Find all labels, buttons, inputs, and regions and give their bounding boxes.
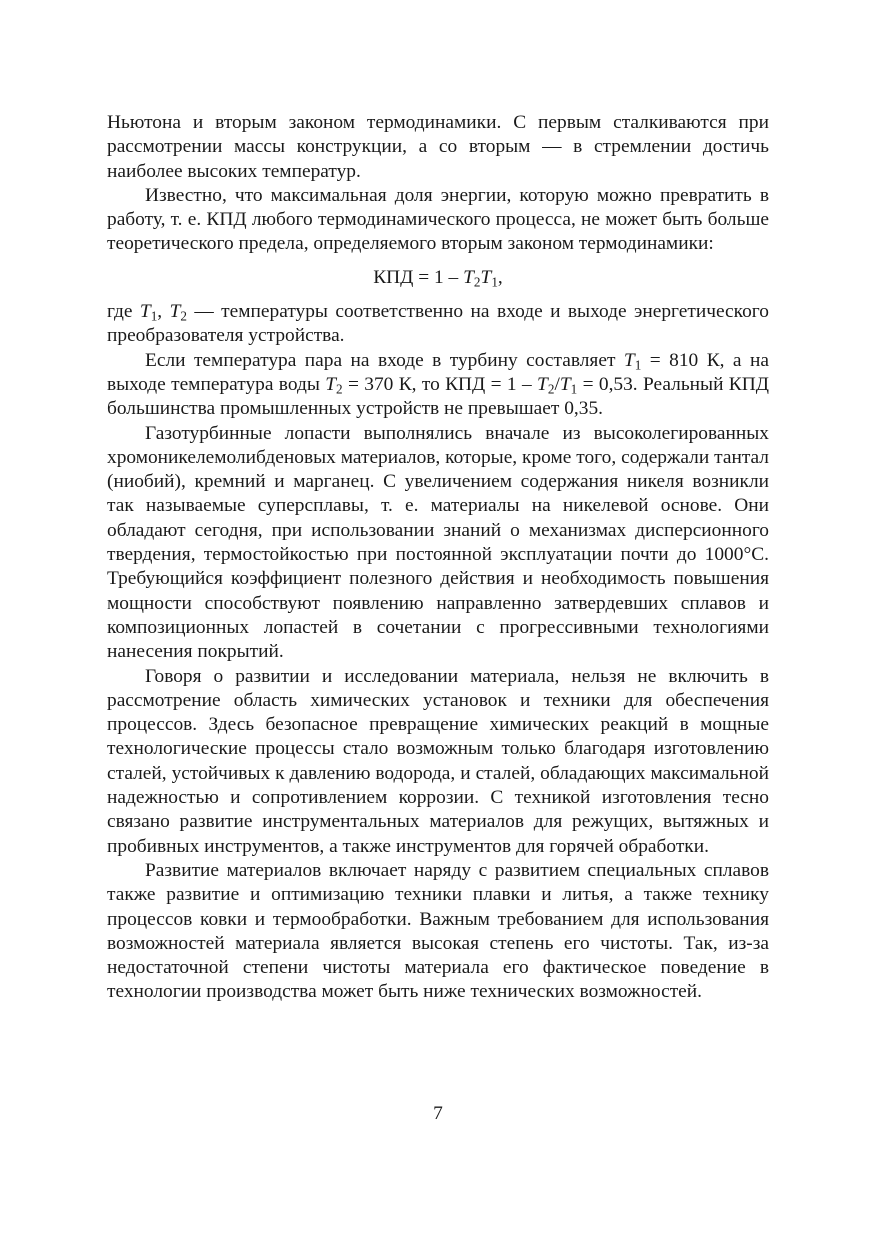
efficiency-formula [107, 266, 769, 290]
page-number: 7 [433, 1103, 443, 1124]
paragraph-7: Развитие материалов включает наряду с развитием специальных сплавов также развитие и оптимизацию техники плавки и литья, а также технику процессов ковки и термообработки. Важным требованием для использования возможностей материала является высокая степень его чистоты. Так, из-за недостаточной степени чистоты материала его фактическое поведение в технологии производства может быть ниже технических возможностей. [107, 859, 769, 1003]
paragraph-3: где $T_1$, $T_2$ — температуры соответственно на входе и выходе энергетического преобразователя устройства. [107, 301, 769, 347]
paragraph-4: Если температура пара на входе в турбину составляет $T_1 = 810$ К, а на выходе температура воды $T_2 = 370$ К, то КПД = $1 - T_2/T_1 = 0,53$. Реальный КПД большинства промышленных устройств не превышает 0,35. [107, 349, 769, 420]
formula-lhs: КПД = 1 – [373, 266, 459, 288]
paragraph-1: Ньютона и вторым законом термодинамики. С первым сталкиваются при рассмотрении массы конструкции, а со вторым — в стремлении достичь наиболее высоких температур. [107, 112, 769, 182]
page-body [107, 111, 769, 1005]
paragraph-6: Говоря о развитии и исследовании материала, нельзя не включить в рассмотрение область химических установок и техники для обеспечения процессов. Здесь безопасное превращение химических реакций в мощные технологические процессы стало возможным только благодаря изготовлению сталей, устойчивых к давлению водорода, и сталей, обладающих максимальной надежностью и сопротивлением коррозии. С техникой изготовления тесно связано развитие инструментальных материалов для режущих, вытяжных и пробивных инструментов, а также инструментов для горячей обработки. [107, 665, 769, 857]
paragraph-2: Известно, что максимальная доля энергии, которую можно превратить в работу, т. е. КПД любого термодинамического процесса, не может быть больше теоретического предела, определяемого вторым законом термодинамики: [107, 184, 769, 255]
formula-t1: $T_1$ [480, 266, 498, 290]
paragraph-5: Газотурбинные лопасти выполнялись вначале из высоколегированных хромоникелемолибденовых материалов, которые, кроме того, содержали тантал (ниобий), кремний и марганец. С увеличением содержания никеля возникли так называемые суперсплавы, т. е. материалы на никелевой основе. Они обладают сегодня, при использовании знаний о механизмах дисперсионного твердения, термостойкостью при постоянной эксплуатации почти до 1000°С. Требующийся коэффициент полезного действия и необходимость повышения мощности способствуют появлению направленно затвердевших сплавов и композиционных лопастей в сочетании с прогрессивными технологиями нанесения покрытий. [107, 422, 769, 663]
formula-end: , [497, 266, 503, 288]
formula-t2: $T_2$ [463, 266, 481, 290]
